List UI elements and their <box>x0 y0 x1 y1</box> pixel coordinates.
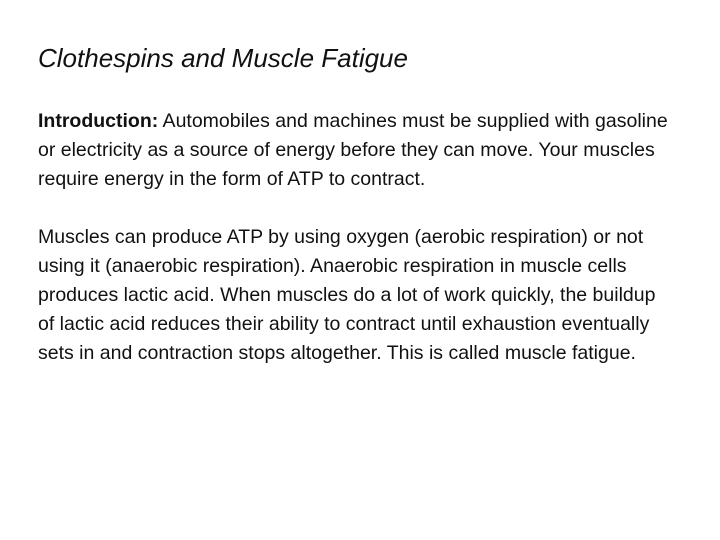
introduction-label: Introduction: <box>38 110 159 132</box>
introduction-text: Automobiles and machines must be supplied with gasoline or electricity as a source of energy before they can move. Your muscles require energy in the form of ATP to contract. <box>38 110 668 190</box>
muscle-fatigue-paragraph: Muscles can produce ATP by using oxygen (aerobic respiration) or not using it (anaerobic respiration). Anaerobic respiration in muscle cells produces lactic acid. When muscles do a lot of work quickly, the buildup of lactic acid reduces their ability to contract until exhaustion eventually sets in and contraction stops altogether. This is called muscle fatigue. <box>38 226 656 364</box>
slide-title: Clothespins and Muscle Fatigue <box>38 43 408 73</box>
slide-body <box>38 107 668 397</box>
introduction-paragraph <box>38 107 668 194</box>
